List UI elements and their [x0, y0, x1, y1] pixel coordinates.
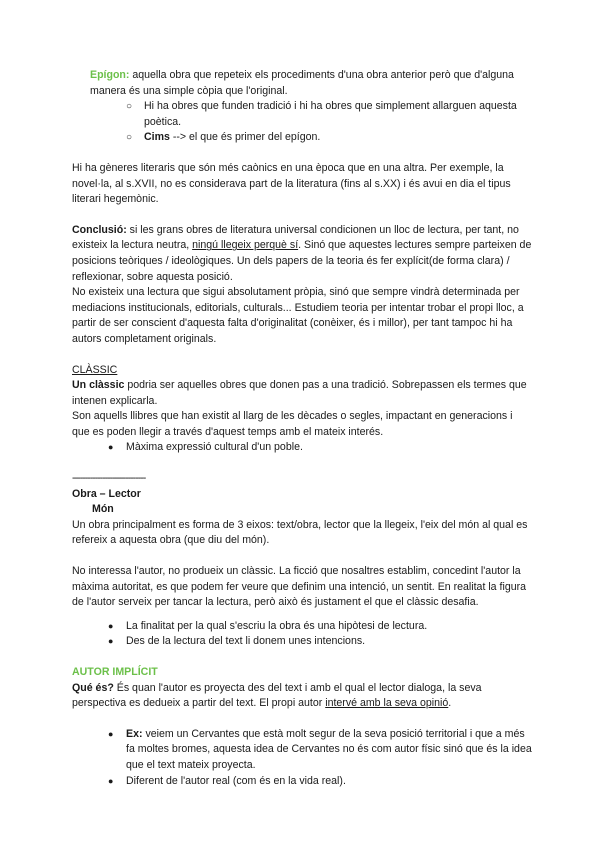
separator-line: -----------------------------	[72, 472, 146, 485]
obra-heading: Obra – Lector	[72, 487, 141, 500]
conclusio-term: Conclusió:	[72, 223, 127, 236]
obra-paragraph: Un obra principalment es forma de 3 eixos: text/obra, lector que la llegeix, l'eix del món al qual es refereix a aquesta obra (que diu del món).	[72, 518, 528, 547]
epigon-sublist	[72, 99, 532, 146]
list-item: ○ Hi ha obres que funden tradició i hi ha obres que simplement allarguen aquesta poètica.	[126, 100, 517, 128]
epigon-term: Epígon:	[90, 69, 130, 81]
que-es-term: Qué és?	[72, 681, 114, 694]
cims-term: Cims	[144, 131, 170, 144]
obra-list	[72, 619, 532, 650]
classic-paragraph-2: Son aquells llibres que han existit al llarg de les dècades o segles, impactant en generacions i que es poden llegir a través d'aquest temps amb el mateix interés.	[72, 410, 513, 438]
circle-bullet-icon: ○	[126, 101, 133, 113]
conclusio-paragraph-2: No existeix una lectura que sigui absolutament pròpia, sinó que sempre vindrà determinada per mediacions institucionals, editorials, culturals... Estudiem teoria per intentar trobar el propi lloc, a partir de ser conscient d'aquesta falta d'originalitat (conèixer, és i millor), per tant tampoc hi ha autors completament originals.	[72, 286, 524, 345]
autor-implicit-heading: AUTOR IMPLÍCIT	[72, 666, 158, 678]
list-item: ● Des de la lectura del text li donem unes intencions.	[72, 634, 532, 650]
dot-bullet-icon: ●	[108, 728, 114, 739]
dot-bullet-icon: ●	[108, 620, 114, 631]
list-item: ● Diferent de l'autor real (com és en la vida real).	[72, 774, 532, 790]
epigon-text: aquella obra que repeteix els procediments d'una obra anterior però que d'alguna manera és una simple còpia que l'original.	[90, 69, 514, 97]
ex-term: Ex:	[126, 727, 143, 740]
list-item: ● Ex: veiem un Cervantes que està molt segur de la seva posició territorial i que a més fa moltes bromes, aquesta idea de Cervantes no és com autor físic sinó que és la idea que el text mateix proyecta.	[108, 727, 532, 771]
list-item: ○ Cims --> el que és primer del epígon.	[72, 130, 532, 146]
autor-implicit-paragraph: Qué és? És quan l'autor es proyecta des del text i amb el qual el lector dialoga, la seva perspectiva es dedueix a partir del text. El propi autor intervé amb la seva opinió.	[72, 681, 482, 710]
list-item: ● La finalitat per la qual s'escriu la obra és una hipòtesi de lectura.	[72, 619, 532, 635]
dot-bullet-icon: ●	[108, 775, 114, 786]
list-item: ● Màxima expressió cultural d'un poble.	[72, 440, 532, 456]
underlined-phrase: intervé amb la seva opinió	[325, 697, 449, 710]
dot-bullet-icon: ●	[108, 636, 114, 647]
classic-heading: CLÀSSIC	[72, 363, 118, 376]
classic-list	[72, 440, 532, 456]
autor-list	[72, 727, 532, 789]
dot-bullet-icon: ●	[108, 442, 114, 453]
generes-paragraph: Hi ha gèneres literaris que són més caònics en una època que en una altra. Per exemple, la novel·la, al s.XVII, no es considerava part de la literatura (fins al s.XX) i és avui en dia el tipus literari hegemònic.	[72, 161, 511, 206]
document-page	[72, 68, 532, 789]
conclusio-paragraph: Conclusió: si les grans obres de literatura universal condicionen un lloc de lectura, per tant, no existeix la lectura neutra, ningú llegeix perquè sí. Sinó que aquestes lectures sempre parteixen de posicions teòriques / ideològiques. Un dels papers de la teoria és fer explícit(de forma clara) / reflexionar, sobre aquesta posició.	[72, 223, 532, 283]
classic-term: Un clàssic	[72, 379, 125, 392]
autor-paragraph: No interessa l'autor, no produeix un clàssic. La ficció que nosaltres establim, concedint l'autor la màxima autoritat, es que podem fer veure que definim una intenció, un sentit. En realitat la figura de l'autor serveix per tancar la lectura, però això és justament el que el clàssic desafia.	[72, 565, 527, 609]
classic-paragraph: Un clàssic podria ser aquelles obres que donen pas a una tradició. Sobrepassen els termes que intenen explicarla.	[72, 379, 527, 407]
circle-bullet-icon: ○	[126, 132, 133, 144]
mon-heading: Món	[92, 503, 114, 516]
epigon-definition	[72, 68, 532, 99]
underlined-phrase: ningú llegeix perquè sí	[192, 239, 299, 252]
